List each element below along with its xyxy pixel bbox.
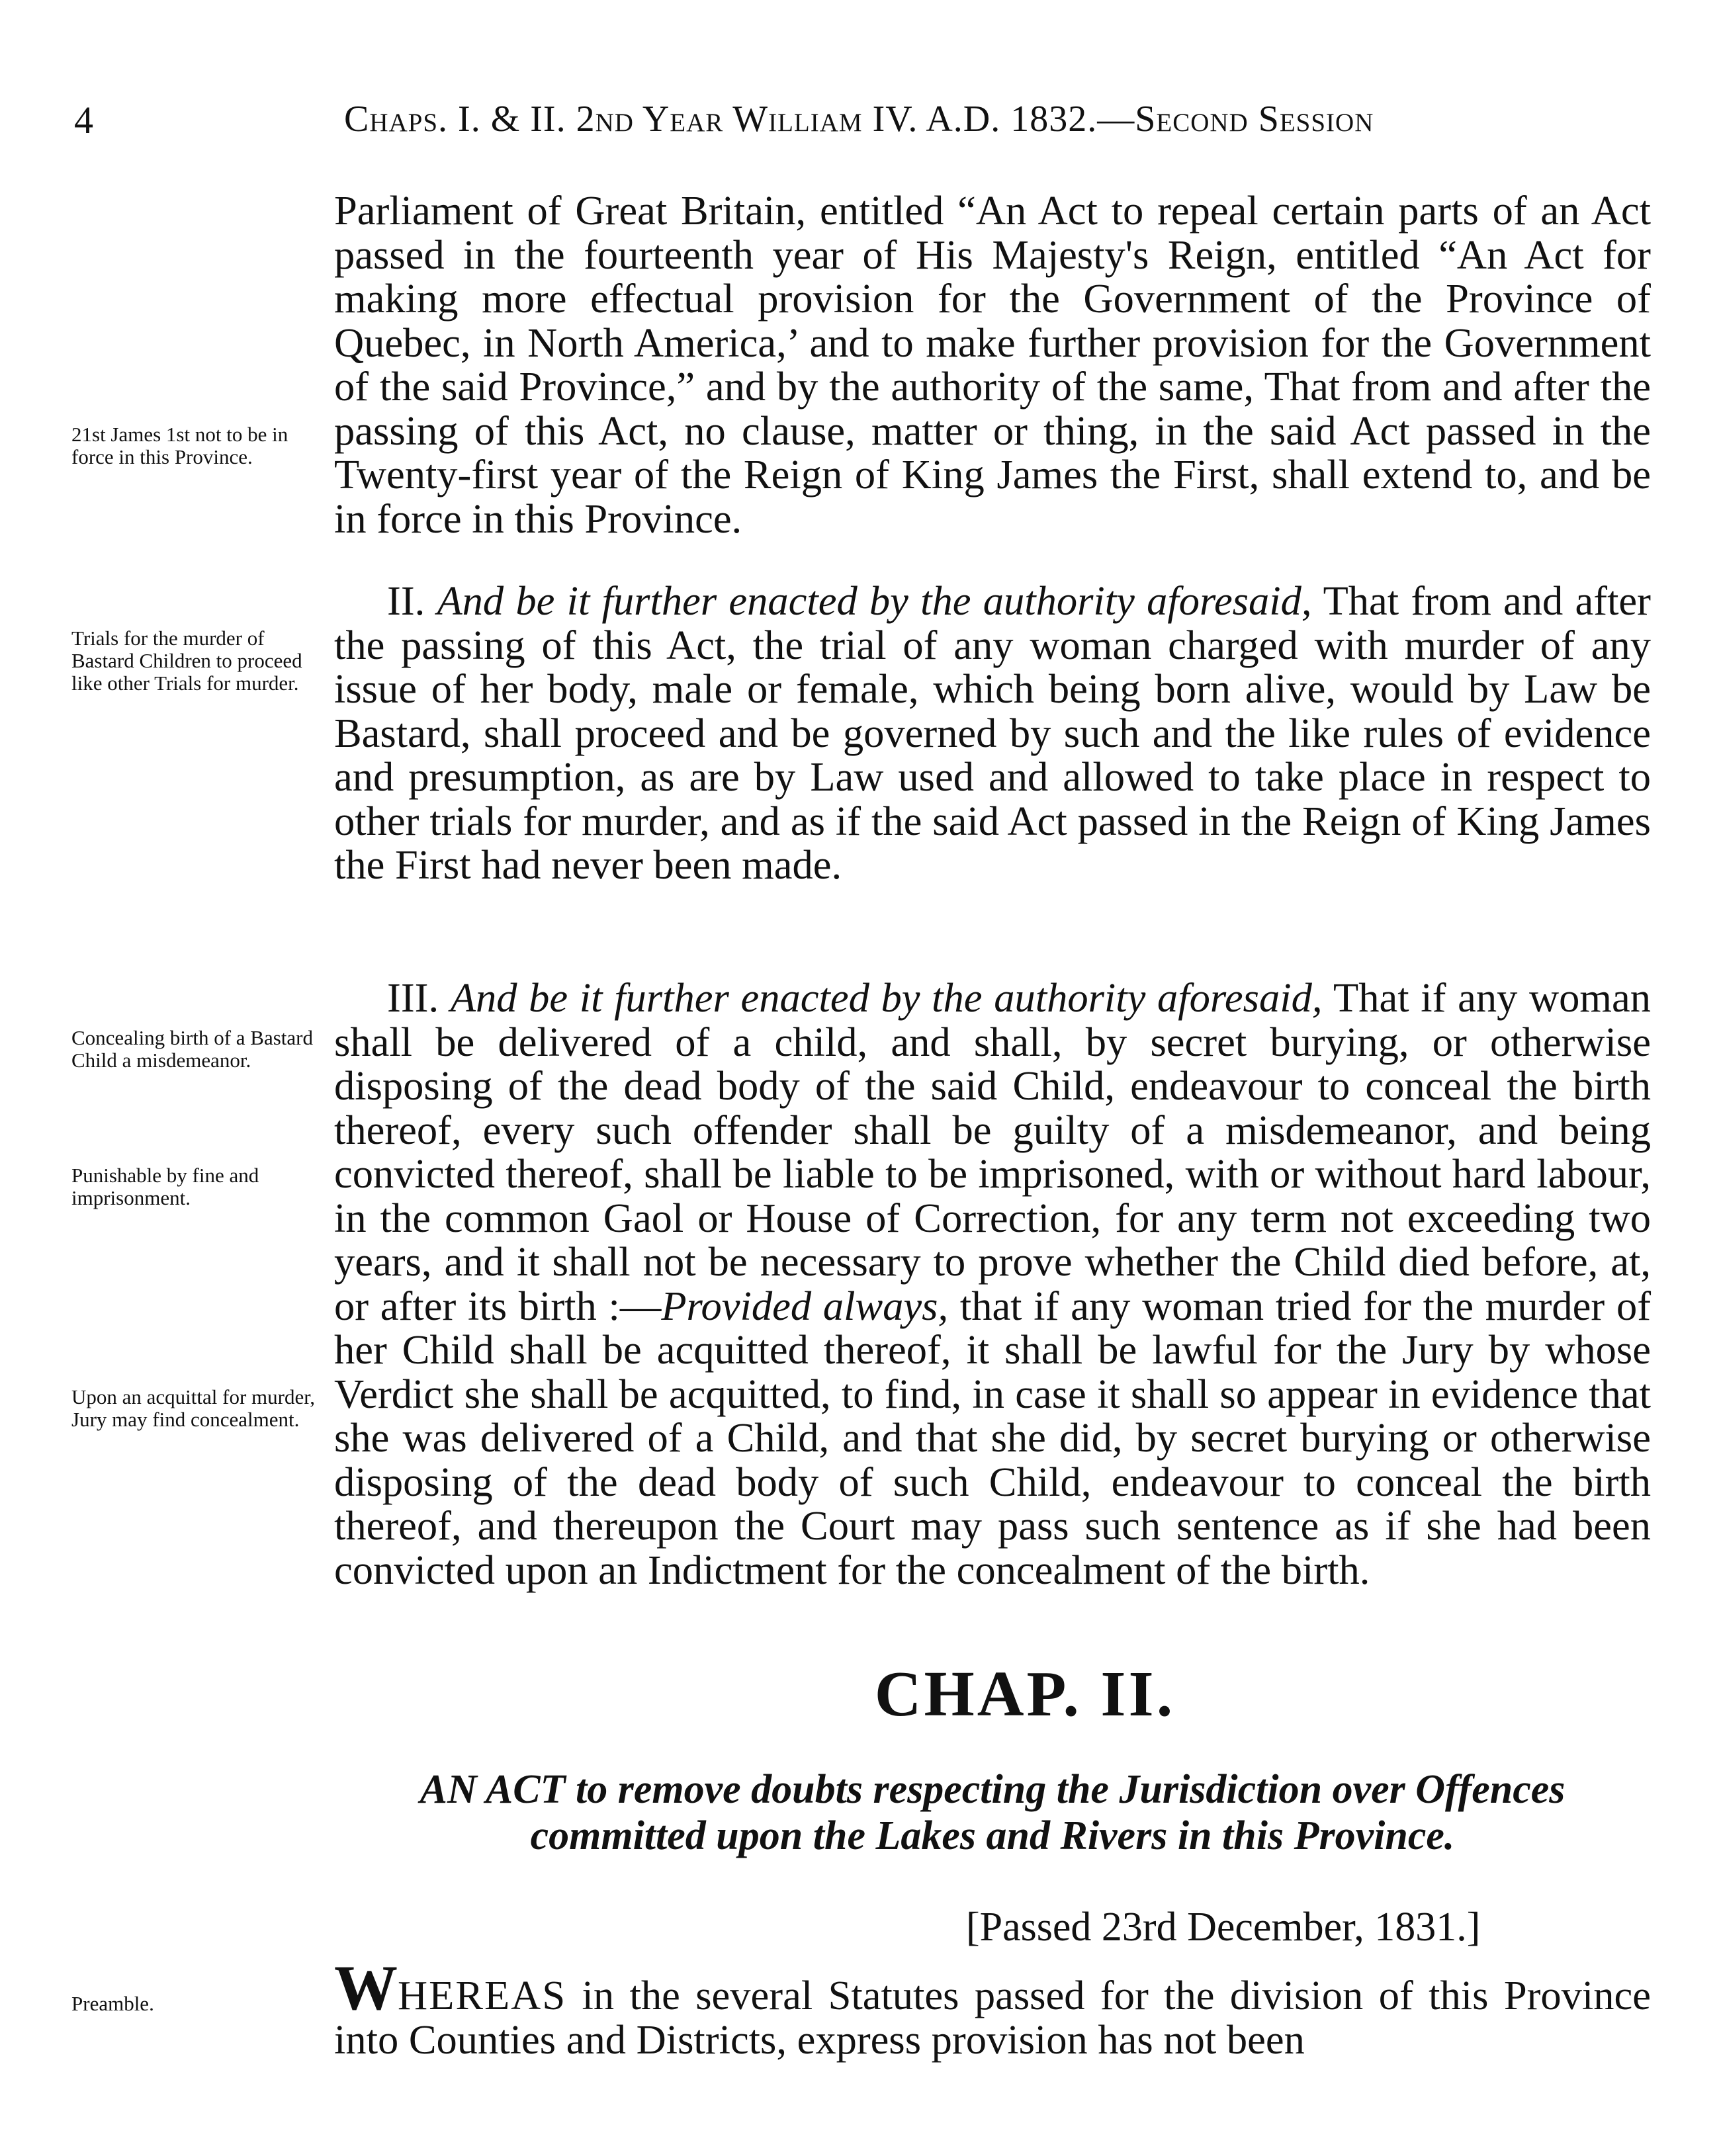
page-number: 4 xyxy=(74,99,93,142)
act-title: AN ACT to remove doubts respecting the Jurisdiction over Offences committed upon the Lakes and Rivers in this Province. xyxy=(419,1767,1565,1858)
section-2-text: That from and after the passing of this Act, the trial of any woman charged with murder of any issue of her body, male or female, which being born alive, would by Law be Bastard, shall proceed and be governed by such and the like rules of evidence and presumption, as are by Law used and allowed to take place in respect to other trials for murder, and as if the said Act passed in the Reign of King James the First had never been made. xyxy=(334,578,1651,888)
section-3 xyxy=(334,976,1651,1592)
drop-cap: W xyxy=(334,1952,398,2023)
paragraph-continuation: Parliament of Great Britain, entitled “An Act to repeal certain parts of an Act passed in the fourteenth year of His Majesty's Reign, entitled “An Act for making more effectual provision for the Government of the Province of Quebec, in North America,’ and to make further provision for the Government of the said Province,” and by the authority of the same, That from and after the passing of this Act, no clause, matter or thing, in the said Act passed in the Twenty-first year of the Reign of King James the First, shall extend to, and be in force in this Province. xyxy=(334,187,1651,542)
margin-note-acquittal: Upon an acquittal for murder, Jury may find concealment. xyxy=(71,1385,316,1431)
section-2 xyxy=(334,579,1651,887)
running-head: Chaps. I. & II. 2nd Year William IV. A.D. 1832.—Second Session xyxy=(344,99,1374,140)
section-3-text-a: That if any woman shall be delivered of a child, and shall, by secret burying, or otherwise disposing of the dead body of the said Child, endeavour to conceal the birth thereof, every such offender shall be guilty of a misdemeanor, and being convicted thereof, shall be liable to be imprisoned, with or without hard labour, in the common Gaol or House of Correction, for any term not exceeding two years, and it shall not be necessary to prove whether the Child died before, at, or after its birth :— xyxy=(334,974,1652,1329)
section-3-enacting-clause: And be it further enacted by the authority aforesaid, xyxy=(450,974,1323,1021)
preamble-whereas: HEREAS xyxy=(398,1972,567,2018)
chapter-heading: CHAP. II. xyxy=(874,1659,1176,1730)
section-3-number: III. xyxy=(387,974,439,1021)
section-2-enacting-clause: And be it further enacted by the authority aforesaid, xyxy=(437,578,1312,624)
passed-date: [Passed 23rd December, 1831.] xyxy=(966,1905,1481,1950)
margin-note-concealing: Concealing birth of a Bastard Child a misdemeanor. xyxy=(71,1026,314,1072)
margin-note-trials: Trials for the murder of Bastard Children to proceed like other Trials for murder. xyxy=(71,626,302,695)
section-2-number: II. xyxy=(387,578,425,624)
margin-note-preamble: Preamble. xyxy=(71,1992,154,2015)
preamble-text: in the several Statutes passed for the division of this Province into Counties and Districts, express provision has not been xyxy=(334,1972,1651,2063)
page-header xyxy=(0,98,1719,151)
margin-note-punishable: Punishable by fine and imprisonment. xyxy=(71,1164,259,1209)
section-3-text-b: that if any woman tried for the murder of her Child shall be acquitted thereof, it shall be lawful for the Jury by whose Verdict she shall be acquitted, to find, in case it shall so appear in evidence that she was delivered of a Child, and that she did, by secret burying or otherwise disposing of the dead body of such Child, endeavour to conceal the birth thereof, and thereupon the Court may pass such sentence as if she had been convicted upon an Indictment for the concealment of the birth. xyxy=(334,1282,1652,1593)
preamble-paragraph xyxy=(334,1952,1651,2063)
section-3-proviso: Provided always, xyxy=(661,1282,949,1329)
margin-note-21st-james: 21st James 1st not to be in force in this Province. xyxy=(71,423,288,468)
